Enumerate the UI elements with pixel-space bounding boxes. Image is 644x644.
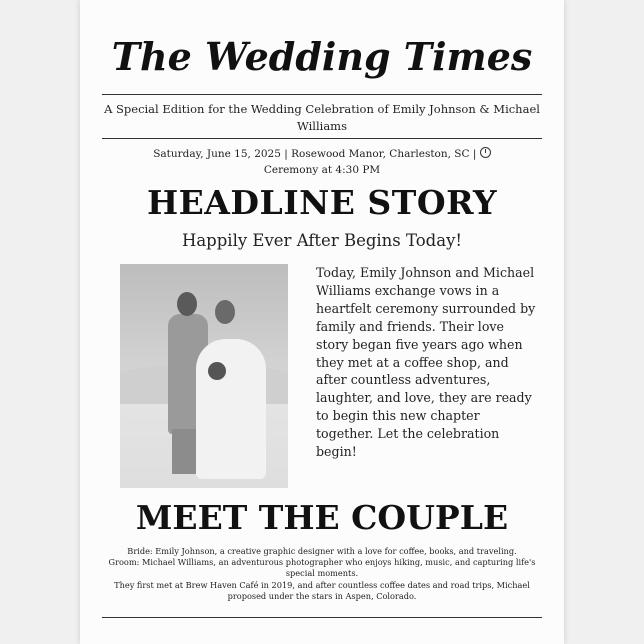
event-date: Saturday, June 15, 2025 |: [153, 148, 288, 160]
alarm-clock-icon: [480, 147, 491, 158]
masthead-title: The Wedding Times: [111, 34, 533, 79]
how-they-met: They first met at Brew Haven Café in 2019, and after countless coffee dates and road trips, Michael proposed under the stars in Aspen, Colorado.: [114, 579, 530, 601]
divider-rule: [102, 617, 542, 618]
couple-bio: [102, 546, 542, 602]
headline: HEADLINE STORY: [146, 183, 498, 222]
newspaper-sheet: [80, 0, 564, 644]
story-text: Today, Emily Johnson and Michael Williams exchange vows in a heartfelt ceremony surrounded by family and friends. Their love story began five years ago when they met at a coffee shop, and after countless adventures, laughter, and love, they are ready to begin this new chapter together. Let the celebration begin!: [316, 265, 536, 460]
meet-the-couple-heading: MEET THE COUPLE: [135, 498, 509, 537]
subheadline: Happily Ever After Begins Today!: [181, 231, 463, 250]
couple-photo: [120, 264, 288, 488]
divider-rule: [102, 138, 542, 139]
edition-subtitle: A Special Edition for the Wedding Celebration of Emily Johnson & Michael Williams: [104, 102, 540, 133]
bride-bio: Bride: Emily Johnson, a creative graphic designer with a love for coffee, books, and traveling.: [127, 546, 517, 556]
ceremony-time: Ceremony at 4:30 PM: [263, 164, 381, 176]
event-venue: Rosewood Manor, Charleston, SC |: [291, 148, 477, 160]
divider-rule: [102, 94, 542, 95]
dateline: [102, 146, 542, 178]
groom-bio: Groom: Michael Williams, an adventurous photographer who enjoys hiking, music, and capturing life's special moments.: [108, 557, 536, 579]
